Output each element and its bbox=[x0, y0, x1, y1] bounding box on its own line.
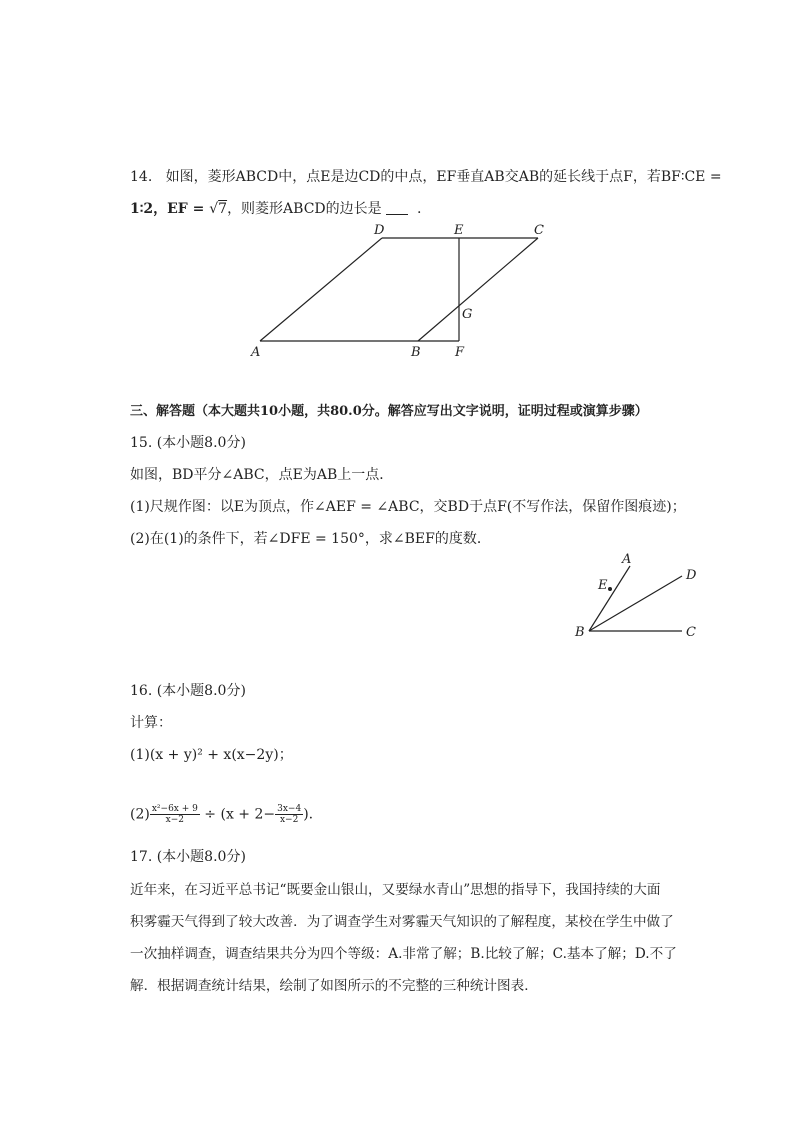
q14-line2 bbox=[130, 198, 421, 218]
q17-line2: 积雾霾天气得到了较大改善．为了调查学生对雾霾天气知识的了解程度，某校在学生中做了 bbox=[130, 914, 674, 930]
fraction-1-numerator: x²−6x + 9 bbox=[151, 804, 198, 814]
q16-part2-mid: ÷ (x + 2− bbox=[199, 806, 276, 823]
q16-part2-end: ). bbox=[303, 806, 314, 823]
label-C: C bbox=[686, 625, 696, 640]
q17-line4: 解．根据调查统计结果，绘制了如图所示的不完整的三种统计图表． bbox=[130, 978, 538, 994]
q14-text-line1: 如图，菱形ABCD中，点E是边CD的中点，EF垂直AB交AB的延长线于点F，若BF∶CE = bbox=[165, 169, 722, 185]
label-E: E bbox=[454, 223, 464, 238]
q17-line1: 近年来，在习近平总书记“既要金山银山，又要绿水青山”思想的指导下，我国持续的大面 bbox=[130, 882, 661, 898]
fraction-2-denominator: x−2 bbox=[279, 815, 299, 825]
fraction-2 bbox=[275, 804, 303, 825]
q14-line1 bbox=[130, 166, 722, 186]
label-D: D bbox=[374, 223, 385, 238]
q16-part2 bbox=[130, 804, 313, 825]
q14-text-line2c: . bbox=[417, 201, 422, 217]
sqrt-arg: 7 bbox=[218, 201, 228, 217]
q15-stem: 如图，BD平分∠ABC，点E为AB上一点． bbox=[130, 467, 394, 483]
label-A: A bbox=[251, 345, 261, 360]
q16-stem: 计算： bbox=[130, 715, 172, 731]
label-C: C bbox=[534, 223, 544, 238]
q15-part2: (2)在(1)的条件下，若∠DFE = 150°，求∠BEF的度数． bbox=[130, 531, 491, 547]
label-G: G bbox=[462, 307, 473, 322]
fraction-1 bbox=[150, 804, 200, 825]
answer-blank[interactable] bbox=[386, 200, 408, 215]
label-A: A bbox=[622, 552, 632, 567]
q17-header: 17. (本小题8.0分) bbox=[130, 849, 246, 865]
q16-part2-prefix: (2) bbox=[130, 806, 150, 823]
sqrt-symbol: √ bbox=[209, 201, 219, 217]
q14-text-line2b: ，则菱形ABCD的边长是 bbox=[227, 201, 382, 217]
q14-number: 14. bbox=[130, 169, 153, 185]
fraction-1-denominator: x−2 bbox=[165, 815, 185, 825]
q16-header: 16. (本小题8.0分) bbox=[130, 683, 246, 699]
q14-text-line2a: 1∶2，EF = bbox=[130, 201, 210, 217]
fraction-2-numerator: 3x−4 bbox=[277, 804, 302, 814]
label-F: F bbox=[455, 345, 465, 360]
section-heading: 三、解答题（本大题共10小题，共80.0分。解答应写出文字说明，证明过程或演算步骤） bbox=[130, 404, 648, 419]
label-D: D bbox=[686, 568, 697, 583]
label-B: B bbox=[575, 625, 585, 640]
q16-part1: (1)(x + y)² + x(x−2y)； bbox=[130, 747, 293, 763]
label-B: B bbox=[411, 345, 421, 360]
label-E: E bbox=[598, 578, 608, 593]
point-E-dot bbox=[608, 587, 612, 591]
q17-line3: 一次抽样调查，调查结果共分为四个等级：A.非常了解；B.比较了解；C.基本了解；D.不了 bbox=[130, 946, 677, 962]
q15-part1: (1)尺规作图：以E为顶点，作∠AEF = ∠ABC，交BD于点F(不写作法，保留作图痕迹)； bbox=[130, 499, 686, 515]
q15-header: 15. (本小题8.0分) bbox=[130, 435, 246, 451]
